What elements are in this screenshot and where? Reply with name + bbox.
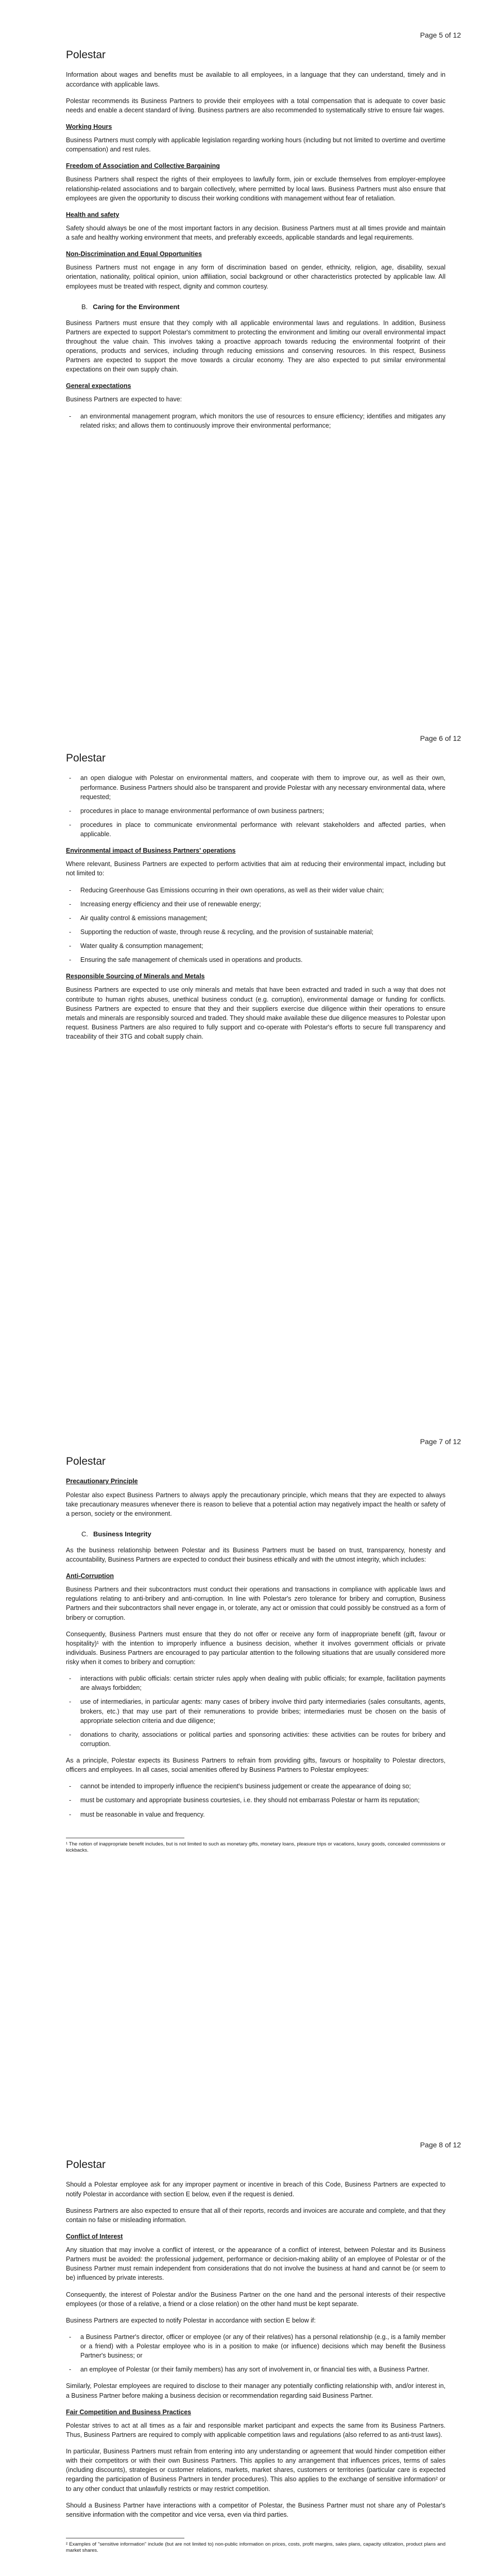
list-item: - a Business Partner's director, officer or employee (or any of their relatives) has a personal relationship (e.g., is a family member or a friend) with a Polestar employee who is in a position to make (or influence) decisions which may benefit the Business Partner's business; or (80, 2332, 445, 2360)
list-item: - interactions with public officials: certain stricter rules apply when dealing with public officials; for example, facilitation payments are always forbidden; (80, 1674, 445, 1692)
list-item: - an environmental management program, which monitors the use of resources to ensure efficiency; identifies and mitigates any related risks; and allows them to continuously improve their environmental performance; (80, 412, 445, 430)
paragraph: Business Partners are expected to use only minerals and metals that have been extracted and traded in such a way that does not contribute to human rights abuses, unethical business conduct (e.g. corruption), environmental damage or funding for conflicts. Business Partners are expected to ensure that they and their suppliers exercise due diligence within their operations to ensure metals and minerals are responsibly sourced and traded. They should make available these due diligence measures to Polestar upon request. Business Partners are also required to fully support and co-operate with Polestar's efforts to secure full transparency and traceability of their 3TG and cobalt supply chain. (66, 986, 446, 1041)
paragraph: Should a Business Partner have interactions with a competitor of Polestar, the Business Partner must not share any of Polestar's sensitive information with the competitor and vice versa, even via third parties. (66, 2501, 445, 2518)
page-8 (0, 2110, 497, 2576)
paragraph: Should a Polestar employee ask for any improper payment or incentive in breach of this Code, Business Partners are expected to notify Polestar in accordance with section E below, even if the request is denied. (66, 2181, 445, 2198)
paragraph: Polestar also expect Business Partners to always apply the precautionary principle, which means that they are expected to always take precautionary measures whenever there is reason to believe that a potential action may negatively impact the health or safety of a person, society or the environment. (66, 1491, 445, 1517)
list-item: - Reducing Greenhouse Gas Emissions occurring in their own operations, as well as their wider value chain; (80, 886, 445, 895)
paragraph: Polestar recommends its Business Partners to provide their employees with a total compensation that is adequate to cover basic needs and enable a decent standard of living. Business partners are also recommended to systematically strive to ensure fair wages. (66, 97, 445, 114)
list-item: - must be reasonable in value and frequency. (80, 1810, 445, 1819)
bullet-list (66, 1674, 445, 1749)
list-item: - use of intermediaries, in particular agents: many cases of bribery involve third party intermediaries (sales consultants, agents, brokers, etc.) that may use part of their remunerations to provide bribes; intermediaries must be chosen on the basis of appropriate selection criteria and due diligence; (80, 1697, 445, 1725)
paragraph: As a principle, Polestar expects its Business Partners to refrain from providing gifts, favours or hospitality to Polestar directors, officers and employees. In all cases, social amenities offered by Business Partners to Polestar employees: (66, 1757, 445, 1774)
paragraph: As the business relationship between Polestar and its Business Partners must be based on trust, transparency, honesty and accountability, Business Partners are expected to conduct their business ethically and with the utmost integrity, which includes: (66, 1546, 445, 1563)
paragraph: Information about wages and benefits must be available to all employees, in a language that they can understand, timely and in accordance with applicable laws. (66, 71, 445, 88)
bullet-list (66, 886, 445, 965)
paragraph: In particular, Business Partners must refrain from entering into any understanding or agreement that would hinder competition either with their competitors or with their own Business Partners. This applies to any arrangement that influences prices, terms of sales (including discounts), strategies or customer relations, markets, market shares, customers or territories (particular care is expected regarding the participation of Business Partners in tender procedures). This also applies to the exchange of sensitive information² or to any other conduct that unlawfully restricts or may restrict competition. (66, 2448, 445, 2493)
page-6 (0, 703, 497, 1406)
list-item: - must be customary and appropriate business courtesies, i.e. they should not embarrass Polestar or harm its reputation; (80, 1795, 445, 1805)
list-item: - Increasing energy efficiency and their use of renewable energy; (80, 900, 445, 909)
bullet-list (66, 2332, 445, 2375)
section-letter: B. (81, 302, 88, 311)
brand-header: Polestar (66, 2159, 106, 2171)
page-content (66, 2110, 445, 2554)
paragraph: Business Partners are expected to notify Polestar in accordance with section E below if: (66, 2316, 316, 2324)
paragraph: Polestar strives to act at all times as a fair and responsible market participant and expects the same from its Business Partners. Thus, Business Partners are required to comply with applicable competition laws and regulations (also referred to as anti-trust laws). (66, 2421, 445, 2438)
page-content (66, 0, 445, 430)
page-content (66, 1406, 445, 1854)
page-number: Page 5 of 12 (420, 31, 461, 39)
paragraph: Business Partners and their subcontractors must conduct their operations and transactions in compliance with applicable laws and regulations relating to anti-bribery and anti-corruption. In line with Polestar's zero tolerance for bribery and corruption, Business Partners and their subcontractors shall never engage in, or tolerate, any act or omission that could possibly be construed as a form of bribery or corruption. (66, 1586, 445, 1621)
paragraph: Business Partners are expected to have: (66, 396, 182, 403)
list-item: - Water quality & consumption management; (80, 941, 445, 951)
paragraph: Similarly, Polestar employees are required to disclose to their manager any potentially conflicting relationship with, and/or interest in, a Business Partner before making a business decision or recommendation regarding said Business Partner. (66, 2382, 445, 2399)
bullet-list (66, 773, 445, 839)
section-heading (81, 302, 445, 312)
bullet-list (66, 412, 445, 430)
section-heading (81, 1530, 445, 1539)
paragraph: Consequently, Business Partners must ensure that they do not offer or receive any form of inappropriate benefit (gift, favour or hospitality)¹ with the intention to improperly influence a business decision, whether it involves government officials or private individuals. Business Partners are encouraged to pay particular attention to the following situations that are usually considered more risky when it comes to bribery and corruption: (66, 1630, 445, 1666)
list-item: - Air quality control & emissions management; (80, 913, 445, 923)
page-content (66, 703, 445, 1041)
paragraph: Business Partners must not engage in any form of discrimination based on gender, ethnicity, religion, age, disability, sexual orientation, nationality, political opinion, union affiliation, social background or other characteristics protected by applicable law. All employees must be treated with respect, dignity and common courtesy. (66, 264, 445, 290)
paragraph: Business Partners are also expected to ensure that all of their reports, records and invoices are accurate and complete, and that they contain no false or misleading information. (66, 2207, 445, 2224)
subheading: Fair Competition and Business Practices (66, 2408, 192, 2416)
list-item: - procedures in place to manage environmental performance of own business partners; (80, 806, 445, 816)
brand-header: Polestar (66, 49, 106, 61)
list-item: - an employee of Polestar (or their family members) has any sort of involvement in, or financial ties with, a Business Partner. (80, 2365, 445, 2374)
list-item: - Ensuring the safe management of chemicals used in operations and products. (80, 955, 445, 964)
section-title: Business Integrity (93, 1530, 151, 1538)
page-5 (0, 0, 497, 703)
subheading: Non-Discrimination and Equal Opportunities (66, 250, 202, 258)
page-number: Page 7 of 12 (420, 1437, 461, 1446)
footnote: ² Examples of "sensitive information" include (but are not limited to) non-public information on prices, costs, profit margins, sales plans, capacity utilization, product plans and market shares. (66, 2541, 445, 2554)
paragraph: Safety should always be one of the most important factors in any decision. Business Partners must at all times provide and maintain a safe and healthy working environment that meets, and preferably exceeds, applicable standards and legal requirements. (66, 224, 445, 242)
paragraph: Where relevant, Business Partners are expected to perform activities that aim at reducing their environmental impact, including but not limited to: (66, 860, 445, 877)
brand-header: Polestar (66, 752, 106, 764)
subheading: Responsible Sourcing of Minerals and Metals (66, 973, 205, 980)
section-title: Caring for the Environment (93, 302, 180, 311)
subheading: Health and safety (66, 211, 119, 218)
list-item: - donations to charity, associations or political parties and sponsoring activities: these activities can be routes for bribery and corruption. (80, 1730, 445, 1749)
subheading: Freedom of Association and Collective Bargaining (66, 162, 220, 170)
section-letter: C. (81, 1530, 88, 1538)
brand-header: Polestar (66, 1455, 106, 1467)
footnote: ¹ The notion of inappropriate benefit includes, but is not limited to such as monetary gifts, monetary loans, pleasure trips or vacations, luxury goods, concealed commissions or kickbacks. (66, 1841, 445, 1853)
subheading: Precautionary Principle (66, 1478, 138, 1485)
paragraph: Consequently, the interest of Polestar and/or the Business Partner on the one hand and the personal interests of their respective employees (or those of a relative, a friend or a close relation) on the other hand must be kept separate. (66, 2291, 445, 2308)
page-number: Page 8 of 12 (420, 2141, 461, 2149)
subheading: General expectations (66, 382, 131, 390)
page-7 (0, 1406, 497, 2110)
list-item: - procedures in place to communicate environmental performance with relevant stakeholders and affected parties, when applicable. (80, 820, 445, 839)
subheading: Conflict of Interest (66, 2232, 123, 2240)
subheading: Anti-Corruption (66, 1572, 114, 1580)
bullet-list (66, 1782, 445, 1819)
subheading: Working Hours (66, 123, 112, 130)
paragraph: Business Partners must ensure that they comply with all applicable environmental laws and regulations. In addition, Business Partners are expected to support Polestar's commitment to protecting the environment and limiting our overall environmental impact throughout the value chain. This involves taking a proactive approach towards reducing the environmental footprint of their operations, products and services, including through reducing emissions and conserving resources. In this respect, Business Partners are expected to support the move towards a circular economy. They are also expected to put similar environmental expectations on their own supply chain. (66, 319, 445, 374)
list-item: - an open dialogue with Polestar on environmental matters, and cooperate with them to improve our, as well as their own, performance. Business Partners should also be transparent and provide Polestar with any necessary environmental data, where requested; (80, 773, 445, 801)
list-item: - cannot be intended to improperly influence the recipient's business judgement or create the appearance of doing so; (80, 1782, 445, 1791)
paragraph: Business Partners shall respect the rights of their employees to lawfully form, join or exclude themselves from employer-employee relationship-related associations and to bargain collectively, where permitted by local laws. Business Partners must also ensure that employees are given the opportunity to discuss their working conditions with management without fear of retaliation. (66, 176, 445, 202)
paragraph: Any situation that may involve a conflict of interest, or the appearance of a conflict of interest, between Polestar and its Business Partners must be avoided: the professional judgement, performance or decision-making ability of an employee of Polestar or of the Business Partner must remain independent from considerations that do not involve the business at hand and cannot be (or seem to be) influenced by private interests. (66, 2246, 445, 2282)
paragraph: Business Partners must comply with applicable legislation regarding working hours (including but not limited to overtime and overtime compensation) and rest rules. (66, 137, 445, 154)
page-number: Page 6 of 12 (420, 734, 461, 742)
subheading: Environmental impact of Business Partners' operations (66, 847, 236, 855)
list-item: - Supporting the reduction of waste, through reuse & recycling, and the provision of sustainable material; (80, 927, 445, 937)
